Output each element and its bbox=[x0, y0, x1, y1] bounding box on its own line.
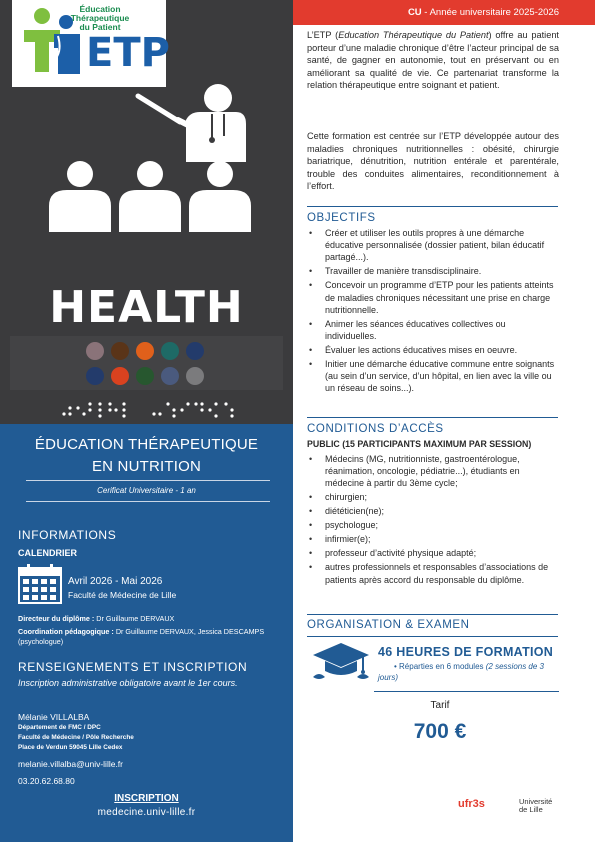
director-label: Directeur du diplôme : bbox=[18, 614, 97, 623]
calendar-dates: Avril 2026 - Mai 2026 bbox=[68, 576, 163, 587]
list-item: • diététicien(ne); bbox=[307, 505, 559, 517]
conditions-list bbox=[307, 453, 559, 586]
modules-sessions: (2 sessions de 3 jours) bbox=[378, 662, 545, 682]
list-item: • Médecins (MG, nutritionniste, gastroentérologue, réanimation, oncologie, pédiatrie...), étudiants en médecine à partir du 3ème cycle; bbox=[307, 453, 559, 490]
hours-suffix: DE FORMATION bbox=[450, 645, 554, 659]
list-item: • Initier une démarche éducative commune entre soignants (au sein d’un service, d’un hôpital, en lien avec la ville ou un réseau de soins...). bbox=[307, 358, 559, 395]
graduation-cap-icon bbox=[311, 641, 371, 681]
section-divider bbox=[307, 206, 558, 207]
list-item: • infirmier(e); bbox=[307, 533, 559, 545]
contact-address: Place de Verdun 59045 Lille Cedex bbox=[18, 744, 123, 751]
modules-text: Réparties en 6 modules bbox=[399, 662, 486, 671]
contact-department: Département de FMC / DPC bbox=[18, 724, 101, 731]
contact-email[interactable]: melanie.villalba@univ-lille.fr bbox=[18, 759, 124, 769]
section-divider bbox=[307, 417, 558, 418]
list-item: • chirurgien; bbox=[307, 491, 559, 503]
objectifs-heading: OBJECTIFS bbox=[307, 212, 376, 224]
coordination-label: Coordination pédagogique : bbox=[18, 627, 116, 636]
divider bbox=[26, 480, 270, 481]
intro-paragraph-1 bbox=[307, 29, 559, 92]
intro-text-2: Cette formation est centrée sur l’ETP développée autour des maladies chroniques nutritionnelles : obésité, chirurgie bariatrique, dénutrition, nutrition entérale et parentérale, trouble des conduites alimentaires, reconditionnement à l’effort. bbox=[307, 131, 559, 192]
public-label: PUBLIC (15 PARTICIPANTS MAXIMUM PAR SESSION) bbox=[307, 439, 532, 449]
info-panel bbox=[0, 424, 293, 842]
logo-acronym: ETP bbox=[86, 30, 170, 76]
year-label: - Année universitaire 2025-2026 bbox=[421, 7, 559, 18]
color-dot bbox=[86, 367, 104, 385]
tarif-label: Tarif bbox=[430, 700, 450, 711]
health-word: HEALTH bbox=[49, 282, 244, 333]
color-dot bbox=[111, 367, 129, 385]
list-item: • Créer et utiliser les outils propres à une démarche éducative personnalisée (dossier patient, bilan éducatif partagé...). bbox=[307, 227, 559, 264]
coordination-line bbox=[18, 627, 274, 647]
list-item: • psychologue; bbox=[307, 519, 559, 531]
program-title-line-1: ÉDUCATION THÉRAPEUTIQUE bbox=[34, 436, 259, 453]
section-divider bbox=[307, 614, 558, 615]
logo-title-line-2: du Patient bbox=[79, 22, 121, 32]
contact-phone[interactable]: 03.20.62.68.80 bbox=[18, 776, 75, 786]
color-dot bbox=[186, 367, 204, 385]
objectifs-list bbox=[307, 227, 559, 395]
section-divider bbox=[374, 691, 559, 692]
coordination-names: Dr Guillaume DERVAUX, Jessica DESCAMPS (psychologue) bbox=[18, 627, 265, 646]
section-divider bbox=[307, 636, 558, 637]
intro-paragraph-2 bbox=[307, 130, 559, 193]
price: 700 € bbox=[413, 720, 467, 743]
color-dot bbox=[186, 342, 204, 360]
color-dot bbox=[86, 342, 104, 360]
logo-title bbox=[60, 5, 140, 32]
formation-hours bbox=[378, 645, 553, 659]
color-dot bbox=[136, 342, 154, 360]
contact-faculty: Faculté de Médecine / Pôle Recherche bbox=[18, 734, 134, 741]
logo-title-line-1: Éducation Thérapeutique bbox=[70, 4, 130, 23]
modules-info: • Réparties en 6 modules (2 sessions de 3 jours) bbox=[378, 662, 545, 682]
academic-year bbox=[408, 7, 559, 18]
doctor-teacher-icon bbox=[128, 82, 248, 162]
ufr3s-logo: ufr3s bbox=[458, 798, 485, 810]
audience-people-icon bbox=[45, 160, 255, 232]
informations-heading: INFORMATIONS bbox=[18, 528, 117, 542]
intro-text-italic: Education Thérapeutique du Patient bbox=[338, 30, 489, 40]
list-item: • Travailler de manière transdisciplinaire. bbox=[307, 265, 559, 277]
universite-lille-logo bbox=[519, 798, 552, 814]
hero-panel bbox=[0, 0, 293, 424]
list-item: • Concevoir un programme d’ETP pour les patients atteints de maladies chroniques nécessitant une prise en charge nutritionnelle. bbox=[307, 279, 559, 316]
color-dot bbox=[111, 342, 129, 360]
contact-name: Mélanie VILLALBA bbox=[18, 712, 90, 722]
color-dots-panel bbox=[10, 336, 283, 390]
hours-value: 46 HEURES bbox=[378, 645, 451, 659]
intro-text-b: ) offre au patient porteur d’une maladie chronique d’être l’acteur principal de sa santé, de gagner en autonomie, tout en préservant ou en améliorant sa qualité de vie. Ce partenariat transforme la relation thérapeutique entre soignant et patient. bbox=[307, 30, 559, 91]
cu-label: CU bbox=[407, 7, 422, 18]
calendar-label: CALENDRIER bbox=[18, 548, 78, 558]
program-title bbox=[8, 434, 285, 478]
calendar-icon bbox=[18, 564, 62, 604]
color-dot bbox=[161, 367, 179, 385]
braille-pattern bbox=[60, 402, 240, 418]
color-dot bbox=[161, 342, 179, 360]
conditions-heading: CONDITIONS D’ACCÈS bbox=[307, 423, 444, 435]
director-name: Dr Guillaume DERVAUX bbox=[96, 614, 175, 623]
director-line bbox=[18, 614, 274, 624]
etp-logo bbox=[12, 0, 170, 87]
list-item: • autres professionnels et responsables d’associations de patients après accord du responsable du diplôme. bbox=[307, 561, 559, 585]
program-subtitle: Cerificat Universitaire - 1 an bbox=[97, 486, 196, 495]
objectifs-list-wrap bbox=[307, 227, 559, 396]
color-dot bbox=[136, 367, 154, 385]
inscription-url[interactable]: medecine.univ-lille.fr bbox=[97, 807, 196, 818]
program-title-line-2: EN NUTRITION bbox=[91, 458, 202, 475]
conditions-list-wrap bbox=[307, 453, 559, 588]
list-item: • Évaluer les actions éducatives mises en oeuvre. bbox=[307, 344, 559, 356]
organisation-heading: ORGANISATION & EXAMEN bbox=[307, 619, 470, 631]
list-item: • professeur d’activité physique adapté; bbox=[307, 547, 559, 559]
divider bbox=[26, 501, 270, 502]
calendar-place: Faculté de Médecine de Lille bbox=[68, 590, 177, 600]
inscription-note: Inscription administrative obligatoire avant le 1er cours. bbox=[18, 678, 238, 688]
univ-line-1: Université bbox=[519, 797, 553, 806]
intro-text-a: L’ETP ( bbox=[307, 30, 339, 40]
inscription-link-label[interactable]: INSCRIPTION bbox=[114, 793, 179, 804]
univ-line-2: de Lille bbox=[519, 805, 543, 814]
list-item: • Animer les séances éducatives collectives ou individuelles. bbox=[307, 318, 559, 342]
header-bar bbox=[293, 0, 595, 25]
renseignements-heading: RENSEIGNEMENTS ET INSCRIPTION bbox=[18, 660, 248, 674]
